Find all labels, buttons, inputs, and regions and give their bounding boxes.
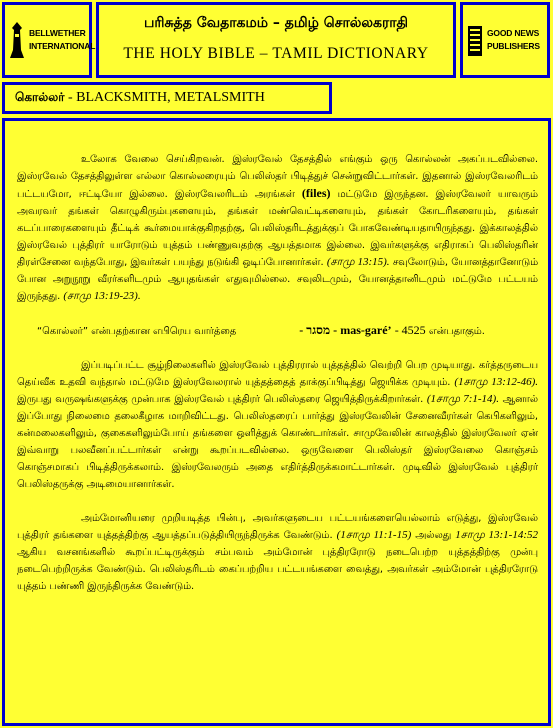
paragraph-2	[17, 322, 538, 340]
logo-right-line1: GOOD NEWS	[487, 28, 540, 38]
p4-text-2: அல்லது	[415, 530, 452, 541]
title-tamil: பரிசுத்த வேதாகமம் – தமிழ் சொல்லகராதி	[144, 15, 408, 31]
p2-transliteration: mas-garé’	[340, 323, 392, 337]
entry-word-tamil: கொல்லர்	[15, 90, 65, 104]
p3-text-3: ஆனால் இப்போது நிலைமை தலைகீழாக மாறிவிட்டது. பெலிஸ்தரைப் பார்த்து இஸ்ரவேலின் சேனைவீரர்கள் கெபிகளிலும், கன்மலைகளிலும், குகைகளிலும்போய் தங்களை ஒளித்துக் கொண்டார்கள். சாமுவேலின் காலத்தில் இஸ்ரவேலர் ஏன் இவ்வாறு பலவீனப்பட்டார்கள் என்று கூறப்படவில்லை. ஒருவேளை பெலிஸ்தர் இஸ்ரவேலை கொஞ்சம் கொஞ்சமாகப் பிடித்திருக்கலாம். இஸ்ரவேலரும் அதை எதிர்த்திருக்கமாட்டார்கள். முடிவில் இஸ்ரவேல் புத்திரர் பெலிஸ்தருக்கு அடிமையானார்கள்.	[17, 394, 538, 490]
p3-text-1: இப்படிப்பட்ட சூழ்நிலைகளில் இஸ்ரவேல் புத்திரரால் யுத்தத்தில் வெற்றி பெற முடியாது. கர்த்தருடைய தெய்வீக உதவி வந்தால் மட்டுமே இஸ்ரவேலரால் யுத்தத்தைத் தாக்குப்பிடித்து ஜெயிக்க முடியும்.	[17, 360, 538, 388]
paragraph-1	[17, 151, 538, 305]
p4-reference-2: 1சாமு 13:1-14:52	[455, 529, 539, 541]
p1-files-term: (files)	[301, 186, 331, 200]
article-box	[2, 118, 551, 726]
p1-reference-1: (சாமு 13:15).	[326, 256, 390, 268]
entry-word-english: BLACKSMITH, METALSMITH	[76, 90, 265, 105]
p1-text-1: உலோக வேலை செய்கிறவன். இஸ்ரவேல் தேசத்தில் எங்கும் ஒரு கொல்லன் அகப்படவில்லை. இஸ்ரவேல் தேசத்திலுள்ள எல்லா கொல்லரையும் பெலிஸ்தர் பிடித்துச் சென்றுவிட்டார்கள். இதனால் இஸ்ரவேலரிடம் பட்டயமோ, ஈட்டியோ இல்லை. இஸ்ரவேலரிடம் அரங்கள்	[17, 154, 538, 200]
p3-reference-2: (1சாமு 7:1-14).	[426, 393, 499, 405]
p1-text-3: சவுலோடும், யோனத்தானோடும் போன அறுநூறு வீரர்களிடமும் ஆயுதங்கள் எதுவுமில்லை. சவுலிடமும், யோனத்தானிடமும் மட்டுமே பட்டயம் இருந்தது.	[17, 257, 539, 302]
bellwether-logo-box	[2, 2, 96, 78]
good-news-logo	[463, 5, 547, 75]
logo-left-line2: INTERNATIONAL	[29, 41, 96, 51]
good-news-logo-icon	[467, 20, 483, 60]
paragraph-4	[17, 510, 538, 595]
good-news-logo-box	[460, 2, 550, 78]
p3-text-2: இருபது வருஷங்களுக்கு முன்பாக இஸ்ரவேல் புத்திரர் பெலிஸ்தரை ஜெயித்திருக்கிறார்கள்.	[17, 394, 424, 405]
entry-title	[5, 85, 329, 106]
p3-reference-1: (1சாமு 13:12-46).	[454, 376, 538, 388]
p4-text-1: அம்மோனியரை முறியடித்த பின்பு, அவர்களுடைய பட்டயங்களையெல்லாம் எடுத்து, இஸ்ரவேல் புத்திரர் தங்களை யுத்தத்திற்கு ஆயத்தப்படுத்தியிருந்திருக்க வேண்டும்.	[17, 513, 538, 541]
bellwether-logo-icon	[9, 20, 25, 60]
logo-left-line1: BELLWETHER	[29, 28, 86, 38]
entry-title-box	[2, 82, 332, 114]
p2-text-1: “கொல்லர்” என்பதற்கான எபிரெய வார்த்தை	[37, 326, 237, 337]
paragraph-3	[17, 357, 538, 493]
entry-separator: -	[67, 90, 73, 105]
p2-hebrew-word: - מסגר -	[299, 323, 338, 337]
logo-right-line2: PUBLISHERS	[487, 41, 540, 51]
title-english: THE HOLY BIBLE – TAMIL DICTIONARY	[123, 45, 429, 62]
p1-text-2: மட்டுமே இருந்தன. இஸ்ரவேலர் யாவரும் அவரவர் தங்கள் கொழுகிரும்புகளையும், தங்கள் மண்வெட்டிகளையும், தங்கள் கோடரிகளையும், தங்கள் கடப்பாரைகளையும் தீட்டிக் கூர்மையாக்குகிறதற்கு, பெலிஸ்தரிடத்துக்குப் போகவேண்டியதாயிருந்தது. இக்காலத்தில் இஸ்ரவேல் புத்திரர் யாரோடும் யுத்தம் பண்ணுவதற்கு ஆயத்தமாக இல்லை. இவர்களுக்கு எதிராகப் பெலிஸ்தரின் திரள்சேனை வந்தபோது, இவர்கள் பயந்து நடுங்கி ஒடிப்போனார்கள்.	[17, 189, 539, 268]
article-content	[17, 151, 538, 595]
p2-strongs-number: - 4525	[394, 323, 426, 337]
p4-text-3: ஆகிய வசனங்களில் கூறப்பட்டிருக்கும் சம்பவம் அம்மோன் புத்திரரோடு நடைபெற்ற யுத்தத்திற்கு முன்பு நடைபெற்றிருக்க வேண்டும். பெலிஸ்தரிடம் கைப்பற்றிய பட்டயங்களை வைத்து, அவர்கள் அம்மோன் புத்திரரோடு யுத்தம் பண்ணி இருந்திருக்க வேண்டும்.	[17, 547, 538, 592]
p2-text-2: என்பதாகும்.	[428, 326, 485, 337]
header-title-box	[96, 2, 456, 78]
bellwether-logo	[5, 5, 96, 75]
p1-reference-2: (சாமு 13:19-23).	[63, 290, 141, 302]
p4-reference-1: (1சாமு 11:1-15)	[336, 529, 412, 541]
